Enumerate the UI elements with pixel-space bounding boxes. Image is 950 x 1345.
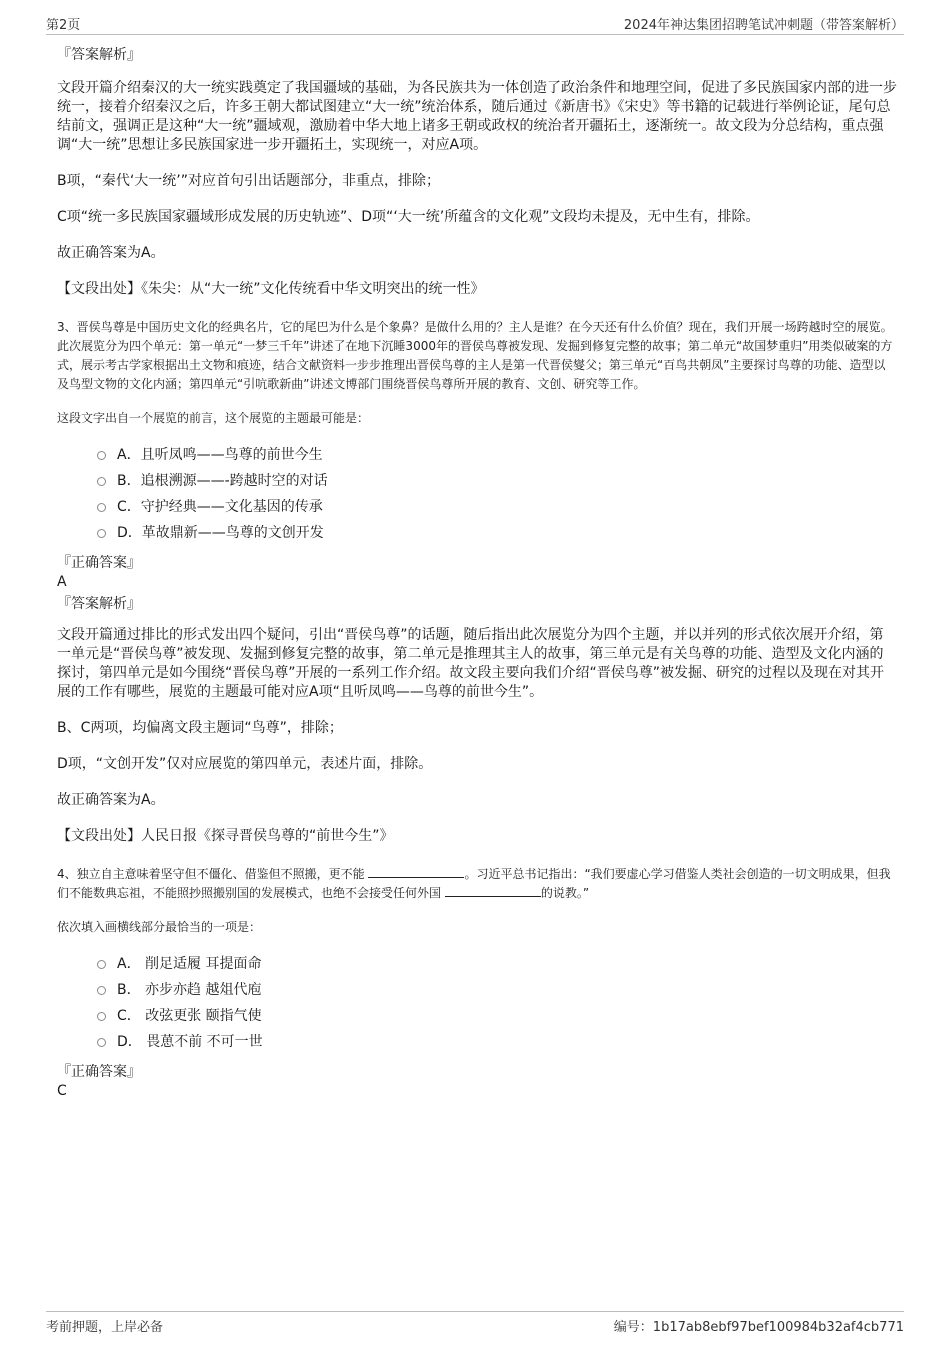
options-list [57,951,897,1055]
radio-icon[interactable] [97,960,106,969]
option-d[interactable]: D． 畏葸不前 不可一世 [57,1029,897,1055]
correct-answer-label: 『正确答案』 [57,1064,141,1080]
question-stem: 4、独立自主意味着坚守但不僵化、借鉴但不照搬，更不能 。习近平总书记指出：“我们要虚心学习借鉴人类社会创造的一切文明成果，但我们不能数典忘祖，不能照抄照搬别国的发展模式，也绝不会接受任何外国 的说教。” [57,867,891,900]
analysis-paragraph: 文段开篇介绍秦汉的大一统实践奠定了我国疆域的基础，为各民族共为一体创造了政治条件和地理空间，促进了多民族国家内部的进一步统一，接着介绍秦汉之后，许多王朝大都试图建立“大一统”统治体系，随后通过《新唐书》《宋史》等书籍的记载进行举例论证，尾句总结前文，强调正是这种“大一统”疆域观，激励着中华大地上诸多王朝或政权的统治者开疆拓土，逐渐统一。故文段为分总结构，重点强调“大一统”思想让多民族国家进一步开疆拓土，实现统一，对应A项。 [57,80,897,153]
footer-slogan: 考前押题，上岸必备 [46,1320,164,1335]
source-citation: 【文段出处】人民日报《探寻晋侯鸟尊的“前世今生”》 [57,828,394,844]
question-prompt: 依次填入画横线部分最恰当的一项是： [57,920,262,934]
question-stem: 3、晋侯鸟尊是中国历史文化的经典名片，它的尾巴为什么是个象鼻？是做什么用的？主人是谁？在今天还有什么价值？现在，我们开展一场跨越时空的展览。此次展览分为四个单元：第一单元“一梦三千年”讲述了在地下沉睡3000年的晋侯鸟尊被发现、发掘到修复完整的故事；第二单元“故国梦重归”用类似破案的方式，展示考古学家根据出土文物和痕迹，结合文献资料一步步推理出晋侯鸟尊的主人是第一代晋侯燮父；第三单元“百鸟共朝凤”主要探讨鸟尊的功能、造型以及鸟型文物的文化内涵；第四单元“引吭歌新曲”讲述文博部门围绕晋侯鸟尊所开展的教育、文创、研究等工作。 [57,320,893,391]
correct-answer: A [57,574,67,590]
options-list [57,442,897,546]
page-number: 第2页 [46,18,81,33]
analysis-paragraph: C项“统一多民族国家疆域形成发展的历史轨迹”、D项“‘大一统’所蕴含的文化观”文段均未提及，无中生有，排除。 [57,209,760,225]
option-b[interactable]: B． 亦步亦趋 越俎代庖 [57,977,897,1003]
document-title: 2024年神达集团招聘笔试冲刺题（带答案解析） [623,18,904,33]
analysis-paragraph: D项，“文创开发”仅对应展览的第四单元，表述片面，排除。 [57,756,433,772]
fill-blank-1[interactable] [368,865,464,878]
radio-icon[interactable] [97,529,106,538]
fill-blank-2[interactable] [445,884,541,897]
analysis-conclusion: 故正确答案为A。 [57,792,165,808]
radio-icon[interactable] [97,1038,106,1047]
document-code: 编号：1b17ab8ebf97bef100984b32af4cb771 [613,1320,904,1335]
radio-icon[interactable] [97,451,106,460]
page-footer [46,1311,904,1334]
option-c[interactable]: C．守护经典——文化基因的传承 [57,494,897,520]
correct-answer-label: 『正确答案』 [57,555,141,571]
analysis-paragraph: B、C两项，均偏离文段主题词“鸟尊”，排除； [57,720,343,736]
question-prompt: 这段文字出自一个展览的前言，这个展览的主题最可能是： [57,411,370,425]
option-a[interactable]: A．且听凤鸣——鸟尊的前世今生 [57,442,897,468]
radio-icon[interactable] [97,477,106,486]
analysis-paragraph: B项，“秦代‘大一统’”对应首句引出话题部分，非重点，排除； [57,173,441,189]
page-content [57,44,897,1101]
analysis-conclusion: 故正确答案为A。 [57,245,165,261]
correct-answer: C [57,1083,67,1099]
option-b[interactable]: B．追根溯源——-跨越时空的对话 [57,468,897,494]
option-c[interactable]: C． 改弦更张 颐指气使 [57,1003,897,1029]
analysis-label: 『答案解析』 [57,47,141,63]
page-header [46,12,904,35]
analysis-paragraph: 文段开篇通过排比的形式发出四个疑问，引出“晋侯鸟尊”的话题，随后指出此次展览分为四个主题，并以并列的形式依次展开介绍，第一单元是“晋侯鸟尊”被发现、发掘到修复完整的故事，第二单元是推理其主人的故事，第三单元是有关鸟尊的功能、造型及文化内涵的探讨，第四单元是如今围绕“晋侯鸟尊”开展的一系列工作介绍。故文段主要向我们介绍“晋侯鸟尊”被发掘、研究的过程以及现在对其开展的工作有哪些，展览的主题最可能对应A项“且听凤鸣——鸟尊的前世今生”。 [57,627,885,700]
radio-icon[interactable] [97,503,106,512]
analysis-label: 『答案解析』 [57,596,141,612]
source-citation: 【文段出处】《朱尖：从“大一统”文化传统看中华文明突出的统一性》 [57,281,485,297]
radio-icon[interactable] [97,986,106,995]
radio-icon[interactable] [97,1012,106,1021]
option-d[interactable]: D．革故鼎新——鸟尊的文创开发 [57,520,897,546]
option-a[interactable]: A． 削足适履 耳提面命 [57,951,897,977]
